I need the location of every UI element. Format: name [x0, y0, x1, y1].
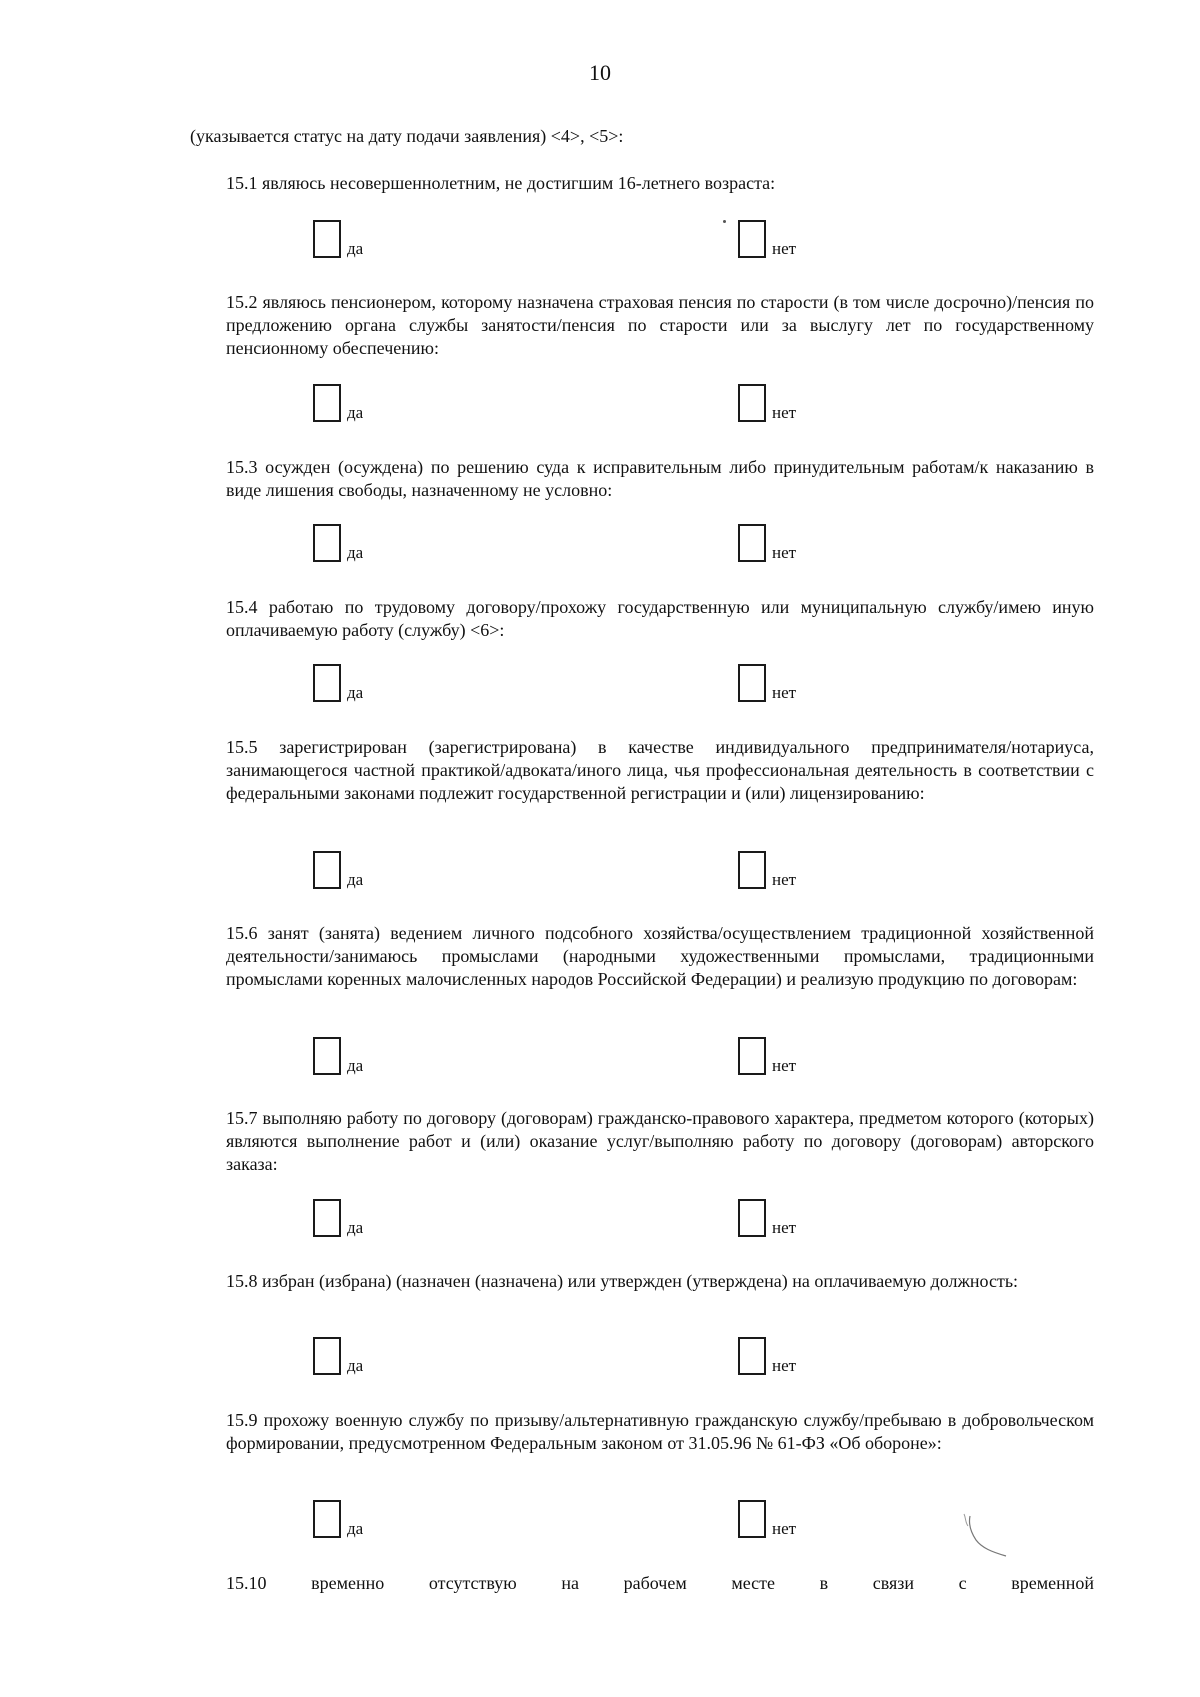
item-15-7-no-option[interactable] — [738, 1199, 796, 1237]
item-15-2-yes-option[interactable] — [313, 384, 363, 422]
yes-label: да — [347, 1218, 364, 1237]
checkbox[interactable] — [313, 384, 341, 422]
yes-label: да — [347, 403, 364, 422]
checkbox[interactable] — [738, 1199, 766, 1237]
intro-text: (указывается статус на дату подачи заявления) <4>, <5>: — [190, 126, 624, 146]
checkbox[interactable] — [313, 1500, 341, 1538]
no-label: нет — [772, 1056, 797, 1075]
scan-speck — [723, 220, 726, 223]
checkbox[interactable] — [313, 1337, 341, 1375]
item-15-8-yes-option[interactable] — [313, 1337, 363, 1375]
item-15-2-text: 15.2 являюсь пенсионером, которому назначена страховая пенсия по старости (в том числе досрочно)/пенсия по предложению органа службы занятости/пенсия по старости или за выслугу лет по государственному пенсионному обеспечению: — [226, 292, 1094, 358]
item-15-9-yes-option[interactable] — [313, 1500, 363, 1538]
item-15-8-no-option[interactable] — [738, 1337, 796, 1375]
item-15-6-yes-option[interactable] — [313, 1037, 363, 1075]
yes-label: да — [347, 543, 364, 562]
item-15-7-yes-option[interactable] — [313, 1199, 363, 1237]
checkbox[interactable] — [738, 664, 766, 702]
checkbox[interactable] — [313, 851, 341, 889]
item-15-5-no-option[interactable] — [738, 851, 796, 889]
item-15-6-text: 15.6 занят (занята) ведением личного подсобного хозяйства/осуществлением традиционной хозяйственной деятельности/занимаюсь промыслами (народными художественными промыслами, традиционными промыслами коренных малочисленных народов Российской Федерации) и реализую продукцию по договорам: — [226, 923, 1094, 989]
item-15-2-no-option[interactable] — [738, 384, 796, 422]
page-number: 10 — [589, 60, 611, 85]
item-15-10-text: 15.10 временно отсутствую на рабочем месте в связи с временной — [226, 1573, 1094, 1593]
no-label: нет — [772, 683, 797, 702]
item-15-9-text: 15.9 прохожу военную службу по призыву/альтернативную гражданскую службу/пребываю в добровольческом формировании, предусмотренном Федеральным законом от 31.05.96 № 61-ФЗ «Об обороне»: — [226, 1410, 1094, 1453]
no-label: нет — [772, 239, 797, 258]
item-15-4-yes-option[interactable] — [313, 664, 363, 702]
checkbox[interactable] — [313, 220, 341, 258]
item-15-4-no-option[interactable] — [738, 664, 796, 702]
no-label: нет — [772, 403, 797, 422]
no-label: нет — [772, 543, 797, 562]
checkbox[interactable] — [738, 220, 766, 258]
checkbox[interactable] — [313, 1199, 341, 1237]
item-15-1-text: 15.1 являюсь несовершеннолетним, не достигшим 16-летнего возраста: — [226, 173, 776, 193]
item-15-5-text: 15.5 зарегистрирован (зарегистрирована) в качестве индивидуального предпринимателя/нотариуса, занимающегося частной практикой/адвоката/иного лица, чья профессиональная деятельность в соответствии с федеральными законами подлежит государственной регистрации и (или) лицензированию: — [226, 737, 1094, 803]
checkbox[interactable] — [738, 1500, 766, 1538]
item-15-3-yes-option[interactable] — [313, 524, 363, 562]
checkbox[interactable] — [738, 524, 766, 562]
checkbox[interactable] — [738, 1037, 766, 1075]
yes-label: да — [347, 1519, 364, 1538]
item-15-4-text: 15.4 работаю по трудовому договору/прохожу государственную или муниципальную службу/имею иную оплачиваемую работу (службу) <6>: — [226, 597, 1094, 640]
item-15-3-text: 15.3 осужден (осуждена) по решению суда к исправительным либо принудительным работам/к наказанию в виде лишения свободы, назначенному не условно: — [226, 457, 1094, 500]
checkbox[interactable] — [738, 384, 766, 422]
item-15-5-yes-option[interactable] — [313, 851, 363, 889]
checkbox[interactable] — [738, 851, 766, 889]
yes-label: да — [347, 1356, 364, 1375]
checkbox[interactable] — [738, 1337, 766, 1375]
checkbox[interactable] — [313, 524, 341, 562]
no-label: нет — [772, 870, 797, 889]
item-15-9-no-option[interactable] — [738, 1500, 796, 1538]
yes-label: да — [347, 1056, 364, 1075]
no-label: нет — [772, 1356, 797, 1375]
pen-mark-scribble — [962, 1512, 1012, 1562]
checkbox[interactable] — [313, 664, 341, 702]
no-label: нет — [772, 1519, 797, 1538]
item-15-1-no-option[interactable] — [738, 220, 796, 258]
item-15-8-text: 15.8 избран (избрана) (назначен (назначена) или утвержден (утверждена) на оплачиваемую должность: — [226, 1271, 1019, 1291]
item-15-3-no-option[interactable] — [738, 524, 796, 562]
yes-label: да — [347, 683, 364, 702]
checkbox[interactable] — [313, 1037, 341, 1075]
item-15-7-text: 15.7 выполняю работу по договору (договорам) гражданско-правового характера, предметом которого (которых) являются выполнение работ и (или) оказание услуг/выполняю работу по договору (договорам) авторского заказа: — [226, 1108, 1094, 1174]
yes-label: да — [347, 870, 364, 889]
no-label: нет — [772, 1218, 797, 1237]
yes-label: да — [347, 239, 364, 258]
item-15-1-yes-option[interactable] — [313, 220, 363, 258]
item-15-6-no-option[interactable] — [738, 1037, 796, 1075]
